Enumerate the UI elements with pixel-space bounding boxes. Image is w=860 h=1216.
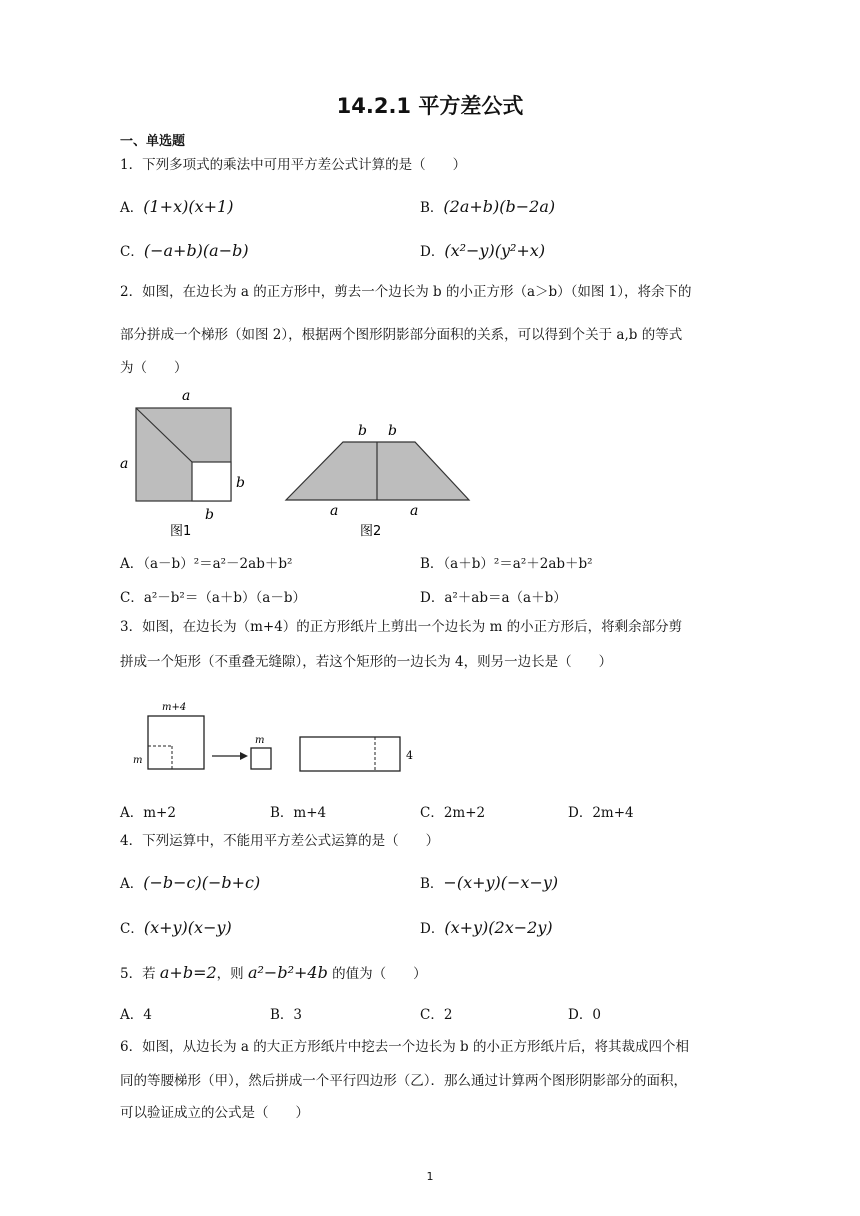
fig1-left-label: a [120, 456, 129, 472]
q2-figures [112, 383, 492, 543]
fig1-bottom-label: b [205, 507, 214, 523]
q4-option-c[interactable]: C．(x+y)(x−y) [120, 918, 232, 937]
q3-small-top-label: m [255, 735, 265, 746]
q3-option-a[interactable]: A．m+2 [120, 805, 176, 821]
fig1-top-label: a [182, 388, 191, 404]
q5-option-d[interactable]: D．0 [568, 1007, 601, 1023]
fig2-bottom-left-label: a [330, 503, 339, 519]
q3-stem-line2: 拼成一个矩形（不重叠无缝隙），若这个矩形的一边长为 4，则另一边长是（ ） [120, 654, 613, 670]
q6-stem-line3: 可以验证成立的公式是（ ） [120, 1105, 309, 1121]
page-title: 14.2.1 平方差公式 [336, 94, 524, 118]
q4-option-d[interactable]: D．(x+y)(2x−2y) [420, 918, 553, 937]
q2-stem-line1: 2．如图，在边长为 a 的正方形中，剪去一个边长为 b 的小正方形（a＞b）（如图 1），将余下的 [120, 284, 692, 300]
q1-b-expr: (2a+b)(b−2a) [443, 197, 556, 216]
fig2-caption: 图2 [360, 524, 382, 539]
q4-option-b[interactable]: B．−(x+y)(−x−y) [420, 873, 559, 892]
q3-option-c[interactable]: C．2m+2 [420, 805, 486, 821]
q2-figure-2 [286, 423, 469, 539]
q2-stem-line3: 为（ ） [120, 360, 188, 376]
q2-option-a[interactable]: A．（a－b）²＝a²－2ab＋b² [120, 556, 293, 572]
q2-option-b[interactable]: B．（a＋b）²＝a²＋2ab＋b² [420, 556, 593, 572]
q3-stem-line1: 3．如图，在边长为（m+4）的正方形纸片上剪出一个边长为 m 的小正方形后，将剩余部分剪 [120, 619, 683, 635]
q3-rectangle [300, 737, 400, 771]
q3-rect-right-label: 4 [406, 749, 413, 762]
fig1-small-square [192, 462, 231, 501]
q4-b-expr: −(x+y)(−x−y) [443, 873, 559, 892]
fig2-top-right-label: b [388, 423, 397, 439]
q2-option-d[interactable]: D．a²＋ab＝a（a＋b） [420, 590, 567, 606]
q5-option-c[interactable]: C．2 [420, 1007, 453, 1023]
q2-stem-line2: 部分拼成一个梯形（如图 2），根据两个图形阴影部分面积的关系，可以得到个关于 a,b 的等式 [120, 327, 683, 343]
q4-stem: 4．下列运算中，不能用平方差公式运算的是（ ） [120, 833, 440, 849]
q6-stem-line2: 同的等腰梯形（甲），然后拼成一个平行四边形（乙）．那么通过计算两个图形阴影部分的面积， [120, 1073, 687, 1089]
q5-condition: a+b=2 [159, 963, 217, 982]
q1-stem: 1．下列多项式的乘法中可用平方差公式计算的是（ ） [120, 157, 467, 173]
section-heading: 一、单选题 [120, 134, 186, 149]
q3-figure [128, 697, 428, 777]
q5-stem: 5．若 a+b=2，则 a²−b²+4b 的值为（ ） [120, 963, 427, 982]
q5-option-b[interactable]: B．3 [270, 1007, 303, 1023]
q4-d-expr: (x+y)(2x−2y) [444, 918, 553, 937]
q3-big-top-label: m+4 [162, 702, 187, 713]
q2-option-c[interactable]: C．a²－b²＝（a＋b）（a－b） [120, 590, 306, 606]
q5-option-a[interactable]: A．4 [120, 1007, 152, 1023]
q1-d-expr: (x²−y)(y²+x) [444, 241, 546, 260]
q3-option-b[interactable]: B．m+4 [270, 805, 327, 821]
q6-stem-line1: 6．如图，从边长为 a 的大正方形纸片中挖去一个边长为 b 的小正方形纸片后，将其裁成四个相 [120, 1039, 689, 1055]
q5-expression: a²−b²+4b [247, 963, 328, 982]
q1-option-c[interactable]: C．(−a+b)(a−b) [120, 241, 249, 260]
q1-option-d[interactable]: D．(x²−y)(y²+x) [420, 241, 546, 260]
q3-option-d[interactable]: D．2m+4 [568, 805, 634, 821]
fig1-right-label: b [236, 475, 245, 491]
q3-arrow-head [240, 752, 248, 760]
q4-option-a[interactable]: A．(−b−c)(−b+c) [120, 873, 261, 892]
q1-option-a[interactable]: A．(1+x)(x+1) [120, 197, 234, 216]
q4-a-expr: (−b−c)(−b+c) [143, 873, 261, 892]
q3-small-square [251, 748, 271, 769]
q1-c-expr: (−a+b)(a−b) [143, 241, 249, 260]
q3-big-left-label: m [133, 755, 143, 766]
q3-big-square [148, 716, 204, 769]
q4-c-expr: (x+y)(x−y) [143, 918, 232, 937]
page-number: 1 [426, 1170, 434, 1183]
q1-a-expr: (1+x)(x+1) [143, 197, 234, 216]
fig1-caption: 图1 [170, 524, 192, 539]
q1-option-b[interactable]: B．(2a+b)(b−2a) [420, 197, 556, 216]
q2-figure-1 [120, 388, 245, 539]
fig2-top-left-label: b [358, 423, 367, 439]
fig2-bottom-right-label: a [410, 503, 419, 519]
